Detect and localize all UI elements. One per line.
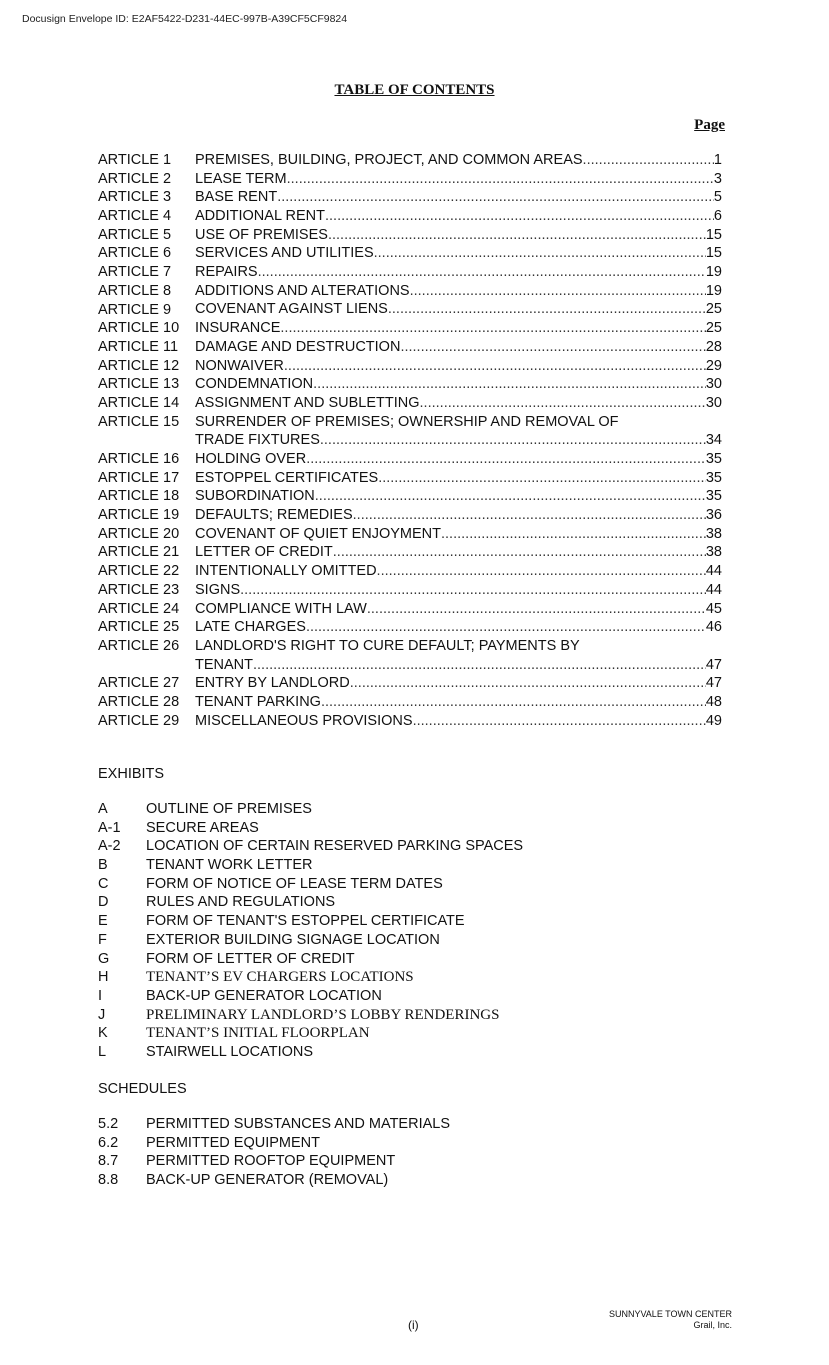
article-title: COVENANT OF QUIET ENJOYMENT bbox=[195, 525, 441, 542]
page-ref: 45 bbox=[705, 600, 722, 617]
page-ref: 49 bbox=[705, 712, 722, 729]
exhibit-title: EXTERIOR BUILDING SIGNAGE LOCATION bbox=[146, 931, 440, 948]
exhibit-item[interactable] bbox=[98, 819, 523, 838]
toc-entry-line bbox=[195, 170, 722, 189]
toc-entry-body bbox=[195, 618, 722, 637]
article-number: ARTICLE 8 bbox=[98, 282, 172, 299]
article-title: MISCELLANEOUS PROVISIONS bbox=[195, 712, 413, 729]
exhibit-item[interactable] bbox=[98, 968, 523, 987]
exhibit-title: TENANT WORK LETTER bbox=[146, 857, 313, 874]
article-title: INSURANCE bbox=[195, 320, 281, 337]
dot-leader bbox=[377, 562, 706, 581]
toc-entry-line bbox=[195, 525, 722, 544]
article-title: NONWAIVER bbox=[195, 357, 284, 374]
toc-entry-line bbox=[195, 151, 722, 170]
dot-leader bbox=[315, 487, 706, 506]
toc-entry[interactable] bbox=[98, 712, 722, 731]
toc-entry-body bbox=[195, 712, 722, 731]
article-number: ARTICLE 2 bbox=[98, 170, 172, 187]
toc-entry-line bbox=[195, 301, 722, 320]
toc-entry-line bbox=[195, 562, 722, 581]
exhibit-item[interactable] bbox=[98, 1024, 523, 1043]
toc-entry-line bbox=[195, 357, 722, 376]
exhibit-title: FORM OF TENANT'S ESTOPPEL CERTIFICATE bbox=[146, 913, 465, 930]
page-ref: 47 bbox=[705, 656, 722, 673]
article-title: ADDITIONS AND ALTERATIONS bbox=[195, 282, 410, 299]
page-ref: 35 bbox=[705, 469, 722, 486]
toc-entry[interactable] bbox=[98, 301, 722, 320]
toc-entry[interactable] bbox=[98, 375, 722, 394]
footer-line2: Grail, Inc. bbox=[693, 1320, 732, 1330]
article-title: LETTER OF CREDIT bbox=[195, 544, 333, 561]
toc-entry[interactable] bbox=[98, 413, 722, 450]
dot-leader bbox=[284, 357, 706, 376]
toc-entry-body bbox=[195, 487, 722, 506]
toc-entry-body bbox=[195, 244, 722, 263]
toc-entry-body bbox=[195, 188, 722, 207]
toc-articles bbox=[98, 151, 722, 730]
article-number: ARTICLE 27 bbox=[98, 675, 180, 692]
schedule-code: 8.7 bbox=[98, 1153, 119, 1170]
article-title: COVENANT AGAINST LIENS bbox=[195, 301, 388, 318]
toc-entry-body bbox=[195, 319, 722, 338]
exhibit-code: H bbox=[98, 969, 109, 986]
page-ref: 25 bbox=[705, 320, 722, 337]
article-title: ENTRY BY LANDLORD bbox=[195, 675, 350, 692]
toc-entry[interactable] bbox=[98, 637, 722, 674]
schedule-code: 5.2 bbox=[98, 1116, 119, 1132]
toc-entry[interactable] bbox=[98, 562, 722, 581]
dot-leader bbox=[388, 300, 706, 319]
exhibit-code: J bbox=[98, 1006, 106, 1023]
footer-line1: SUNNYVALE TOWN CENTER bbox=[608, 1309, 732, 1319]
footer bbox=[609, 1309, 732, 1331]
dot-leader bbox=[320, 431, 706, 450]
toc-entry-line bbox=[195, 656, 722, 675]
schedule-item[interactable] bbox=[98, 1152, 450, 1171]
toc-entry-body bbox=[195, 562, 722, 581]
page-ref: 44 bbox=[705, 581, 722, 598]
exhibit-title: LOCATION OF CERTAIN RESERVED PARKING SPACES bbox=[146, 838, 524, 855]
dot-leader bbox=[328, 226, 706, 245]
toc-entry-body bbox=[195, 543, 722, 562]
exhibit-title: RULES AND REGULATIONS bbox=[146, 894, 336, 911]
toc-entry[interactable] bbox=[98, 543, 722, 562]
toc-entry[interactable] bbox=[98, 469, 722, 488]
exhibit-item[interactable] bbox=[98, 950, 523, 969]
article-number: ARTICLE 3 bbox=[98, 189, 172, 206]
exhibit-item[interactable] bbox=[98, 893, 523, 912]
exhibit-code: A-2 bbox=[98, 838, 121, 855]
dot-leader bbox=[333, 543, 706, 562]
page-ref: 30 bbox=[705, 394, 722, 411]
toc-entry-line bbox=[195, 543, 722, 562]
toc-entry-body bbox=[195, 506, 722, 525]
exhibit-title: PRELIMINARY LANDLORD’S LOBBY RENDERINGS bbox=[146, 1006, 500, 1023]
schedule-item[interactable] bbox=[98, 1115, 450, 1134]
article-number: ARTICLE 6 bbox=[98, 245, 172, 262]
article-title: SIGNS bbox=[195, 581, 241, 598]
dot-leader bbox=[287, 170, 714, 189]
exhibit-code: G bbox=[98, 950, 110, 967]
toc-entry-body bbox=[195, 207, 722, 226]
article-title: BASE RENT bbox=[195, 189, 278, 206]
toc-entry[interactable] bbox=[98, 394, 722, 413]
toc-entry-body bbox=[195, 600, 722, 619]
article-number: ARTICLE 23 bbox=[98, 581, 180, 598]
toc-entry[interactable] bbox=[98, 693, 722, 712]
article-number: ARTICLE 12 bbox=[98, 357, 180, 374]
article-number: ARTICLE 17 bbox=[98, 469, 180, 486]
article-title: ADDITIONAL RENT bbox=[195, 208, 325, 225]
toc-entry-line bbox=[195, 263, 722, 282]
schedule-title: BACK-UP GENERATOR (REMOVAL) bbox=[146, 1172, 389, 1189]
dot-leader bbox=[413, 712, 706, 731]
page-ref: 35 bbox=[705, 451, 722, 467]
article-number: ARTICLE 7 bbox=[98, 264, 172, 281]
schedule-title: PERMITTED ROOFTOP EQUIPMENT bbox=[146, 1153, 396, 1170]
article-title: LATE CHARGES bbox=[195, 619, 306, 636]
toc-entry[interactable] bbox=[98, 618, 722, 637]
toc-entry-line bbox=[195, 674, 722, 693]
dot-leader bbox=[378, 469, 706, 488]
toc-entry[interactable] bbox=[98, 170, 722, 189]
toc-entry-body bbox=[195, 525, 722, 544]
article-title: CONDEMNATION bbox=[195, 376, 314, 393]
toc-entry-line bbox=[195, 712, 722, 731]
dot-leader bbox=[306, 450, 706, 469]
schedule-item[interactable] bbox=[98, 1171, 450, 1190]
toc-entry-line bbox=[195, 431, 722, 450]
dot-leader bbox=[367, 600, 706, 619]
page-column-header: Page bbox=[694, 117, 725, 133]
exhibit-item[interactable] bbox=[98, 837, 523, 856]
article-title: LEASE TERM bbox=[195, 170, 287, 187]
page-ref: 15 bbox=[705, 245, 722, 262]
toc-entry[interactable] bbox=[98, 581, 722, 600]
article-number: ARTICLE 21 bbox=[98, 544, 180, 561]
toc-entry-body bbox=[195, 637, 722, 674]
toc-entry-line bbox=[195, 319, 722, 338]
toc-entry[interactable] bbox=[98, 450, 722, 469]
exhibit-code: A bbox=[98, 801, 108, 817]
article-number: ARTICLE 13 bbox=[98, 376, 180, 393]
exhibit-item[interactable] bbox=[98, 912, 523, 931]
article-number: ARTICLE 4 bbox=[98, 208, 172, 225]
article-title: HOLDING OVER bbox=[195, 451, 307, 467]
article-number: ARTICLE 5 bbox=[98, 226, 172, 243]
toc-entry-line bbox=[195, 450, 722, 469]
exhibits-heading: EXHIBITS bbox=[98, 766, 165, 782]
toc-entry-body bbox=[195, 263, 722, 282]
exhibit-item[interactable] bbox=[98, 856, 523, 875]
dot-leader bbox=[374, 244, 706, 263]
page-ref: 38 bbox=[705, 525, 722, 542]
toc-entry-line bbox=[195, 618, 722, 637]
page-ref: 15 bbox=[705, 226, 722, 243]
dot-leader bbox=[441, 525, 706, 544]
exhibit-title: SECURE AREAS bbox=[146, 819, 259, 836]
schedules-list bbox=[98, 1115, 450, 1190]
page-ref: 19 bbox=[705, 264, 722, 281]
toc-entry-body bbox=[195, 170, 722, 189]
dot-leader bbox=[353, 506, 706, 525]
article-number: ARTICLE 29 bbox=[98, 712, 180, 729]
exhibit-code: A-1 bbox=[98, 819, 121, 836]
article-number: ARTICLE 16 bbox=[98, 451, 180, 468]
toc-entry[interactable] bbox=[98, 207, 722, 226]
exhibit-title: TENANT’S EV CHARGERS LOCATIONS bbox=[146, 969, 414, 986]
exhibit-code: E bbox=[98, 913, 108, 930]
envelope-id: Docusign Envelope ID: E2AF5422-D231-44EC-997B-A39CF5CF9824 bbox=[22, 13, 348, 25]
page-ref: 44 bbox=[705, 563, 722, 580]
toc-entry-body bbox=[195, 450, 722, 469]
toc-entry-body bbox=[195, 375, 722, 394]
exhibit-title: TENANT’S INITIAL FLOORPLAN bbox=[146, 1025, 370, 1042]
schedule-code: 8.8 bbox=[98, 1172, 119, 1189]
page-ref: 6 bbox=[713, 208, 722, 225]
toc-entry-body bbox=[195, 301, 722, 320]
dot-leader bbox=[280, 319, 705, 338]
exhibit-code: D bbox=[98, 894, 109, 911]
dot-leader bbox=[410, 282, 706, 301]
toc-entry[interactable] bbox=[98, 506, 722, 525]
article-number: ARTICLE 26 bbox=[98, 637, 180, 654]
toc-entry-body bbox=[195, 469, 722, 488]
article-number: ARTICLE 14 bbox=[98, 394, 180, 411]
toc-entry-line bbox=[195, 244, 722, 263]
article-title: REPAIRS bbox=[195, 264, 258, 281]
toc-entry-body bbox=[195, 674, 722, 693]
dot-leader bbox=[583, 151, 714, 170]
toc-entry-body bbox=[195, 357, 722, 376]
article-title: DAMAGE AND DESTRUCTION bbox=[195, 338, 401, 355]
article-number: ARTICLE 24 bbox=[98, 600, 180, 617]
toc-entry-line bbox=[195, 282, 722, 301]
page-ref: 47 bbox=[705, 675, 722, 692]
page-title: TABLE OF CONTENTS bbox=[334, 82, 495, 98]
schedule-title: PERMITTED SUBSTANCES AND MATERIALS bbox=[146, 1116, 451, 1132]
exhibit-title: FORM OF LETTER OF CREDIT bbox=[146, 950, 355, 967]
page-ref: 36 bbox=[705, 507, 722, 524]
page-ref: 19 bbox=[705, 282, 722, 299]
exhibit-code: F bbox=[98, 931, 107, 948]
page-ref: 46 bbox=[705, 619, 722, 636]
article-number: ARTICLE 9 bbox=[98, 301, 172, 318]
toc-entry-line bbox=[195, 375, 722, 394]
toc-entry-line bbox=[195, 469, 722, 488]
page-ref: 34 bbox=[705, 432, 722, 449]
article-title: ESTOPPEL CERTIFICATES bbox=[195, 469, 379, 486]
exhibit-item[interactable] bbox=[98, 987, 523, 1006]
toc-entry-line bbox=[195, 600, 722, 619]
page-ref: 29 bbox=[705, 357, 722, 374]
article-number: ARTICLE 19 bbox=[98, 507, 180, 524]
schedules-heading: SCHEDULES bbox=[98, 1081, 187, 1097]
dot-leader bbox=[240, 581, 706, 600]
exhibit-title: STAIRWELL LOCATIONS bbox=[146, 1043, 314, 1060]
toc-entry[interactable] bbox=[98, 525, 722, 544]
toc-entry[interactable] bbox=[98, 263, 722, 282]
dot-leader bbox=[306, 618, 706, 637]
article-number: ARTICLE 10 bbox=[98, 320, 180, 337]
article-title: SUBORDINATION bbox=[195, 488, 315, 505]
page-ref: 3 bbox=[713, 170, 722, 187]
page-ref: 30 bbox=[705, 376, 722, 393]
article-title: LANDLORD'S RIGHT TO CURE DEFAULT; PAYMENTS BY bbox=[195, 637, 580, 654]
toc-entry[interactable] bbox=[98, 319, 722, 338]
toc-entry-line bbox=[195, 188, 722, 207]
dot-leader bbox=[321, 693, 706, 712]
page-ref: 35 bbox=[705, 488, 722, 505]
toc-entry-body bbox=[195, 693, 722, 712]
dot-leader bbox=[420, 394, 706, 413]
exhibit-code: I bbox=[98, 987, 103, 1004]
page-ref: 5 bbox=[713, 189, 722, 206]
toc-entry-body bbox=[195, 338, 722, 357]
dot-leader bbox=[253, 656, 706, 675]
exhibit-title: FORM OF NOTICE OF LEASE TERM DATES bbox=[146, 875, 443, 892]
article-title: PREMISES, BUILDING, PROJECT, AND COMMON AREAS bbox=[195, 151, 583, 168]
article-number: ARTICLE 11 bbox=[98, 338, 179, 355]
article-title: ASSIGNMENT AND SUBLETTING bbox=[195, 394, 420, 411]
article-title: DEFAULTS; REMEDIES bbox=[195, 507, 353, 524]
article-title: SERVICES AND UTILITIES bbox=[195, 245, 374, 262]
article-title: SURRENDER OF PREMISES; OWNERSHIP AND REMOVAL OF bbox=[195, 413, 619, 430]
dot-leader bbox=[325, 207, 714, 226]
exhibit-item[interactable] bbox=[98, 875, 523, 894]
article-number: ARTICLE 28 bbox=[98, 693, 180, 710]
toc-entry-line bbox=[195, 693, 722, 712]
toc-entry[interactable] bbox=[98, 151, 722, 170]
toc-entry-line bbox=[195, 207, 722, 226]
toc-entry-body bbox=[195, 282, 722, 301]
toc-entry[interactable] bbox=[98, 282, 722, 301]
exhibit-code: C bbox=[98, 875, 109, 892]
article-number: ARTICLE 1 bbox=[98, 152, 172, 168]
toc-entry-body bbox=[195, 151, 722, 170]
article-title: TENANT PARKING bbox=[195, 693, 321, 710]
page-ref: 25 bbox=[705, 301, 722, 318]
schedule-item[interactable] bbox=[98, 1134, 450, 1153]
article-number: ARTICLE 18 bbox=[98, 488, 180, 505]
page-ref: 28 bbox=[705, 338, 722, 355]
toc-entry-body bbox=[195, 413, 722, 450]
exhibit-item[interactable] bbox=[98, 931, 523, 950]
article-title-cont: TRADE FIXTURES bbox=[195, 432, 320, 449]
toc-entry-body bbox=[195, 581, 722, 600]
page-ref: 1 bbox=[713, 151, 722, 168]
page-ref: 38 bbox=[705, 544, 722, 561]
schedule-title: PERMITTED EQUIPMENT bbox=[146, 1134, 321, 1151]
toc-entry[interactable] bbox=[98, 338, 722, 357]
toc-entry-line bbox=[195, 487, 722, 506]
exhibit-item[interactable] bbox=[98, 800, 523, 819]
toc-entry-body bbox=[195, 226, 722, 245]
article-title-cont: TENANT bbox=[195, 656, 253, 673]
article-number: ARTICLE 20 bbox=[98, 525, 180, 542]
toc-entry[interactable] bbox=[98, 600, 722, 619]
toc-entry[interactable] bbox=[98, 244, 722, 263]
toc-entry[interactable] bbox=[98, 188, 722, 207]
exhibit-code: L bbox=[98, 1043, 107, 1060]
exhibit-title: BACK-UP GENERATOR LOCATION bbox=[146, 987, 382, 1004]
exhibit-code: K bbox=[98, 1025, 108, 1042]
dot-leader bbox=[277, 188, 714, 207]
article-number: ARTICLE 22 bbox=[98, 563, 180, 580]
page-number: (i) bbox=[408, 1318, 419, 1332]
exhibits-list bbox=[98, 800, 523, 1062]
dot-leader bbox=[350, 674, 706, 693]
toc-entry[interactable] bbox=[98, 357, 722, 376]
article-title: USE OF PREMISES bbox=[195, 226, 328, 243]
dot-leader bbox=[258, 263, 706, 282]
exhibit-item[interactable] bbox=[98, 1006, 523, 1025]
toc-entry[interactable] bbox=[98, 487, 722, 506]
toc-entry[interactable] bbox=[98, 226, 722, 245]
toc-entry-line bbox=[195, 338, 722, 357]
article-title: INTENTIONALLY OMITTED bbox=[195, 563, 377, 580]
toc-entry-line bbox=[195, 506, 722, 525]
article-title: COMPLIANCE WITH LAW bbox=[195, 600, 367, 617]
dot-leader bbox=[313, 375, 706, 394]
exhibit-title: OUTLINE OF PREMISES bbox=[146, 801, 312, 817]
toc-entry-line bbox=[195, 394, 722, 413]
article-number: ARTICLE 25 bbox=[98, 619, 180, 636]
page-ref: 48 bbox=[705, 693, 722, 710]
toc-entry-body bbox=[195, 394, 722, 413]
schedule-code: 6.2 bbox=[98, 1134, 119, 1151]
exhibit-code: B bbox=[98, 857, 108, 874]
dot-leader bbox=[400, 338, 705, 357]
toc-entry-line bbox=[195, 226, 722, 245]
toc-entry-line bbox=[195, 581, 722, 600]
article-number: ARTICLE 15 bbox=[98, 413, 180, 430]
toc-entry[interactable] bbox=[98, 674, 722, 693]
exhibit-item[interactable] bbox=[98, 1043, 523, 1062]
